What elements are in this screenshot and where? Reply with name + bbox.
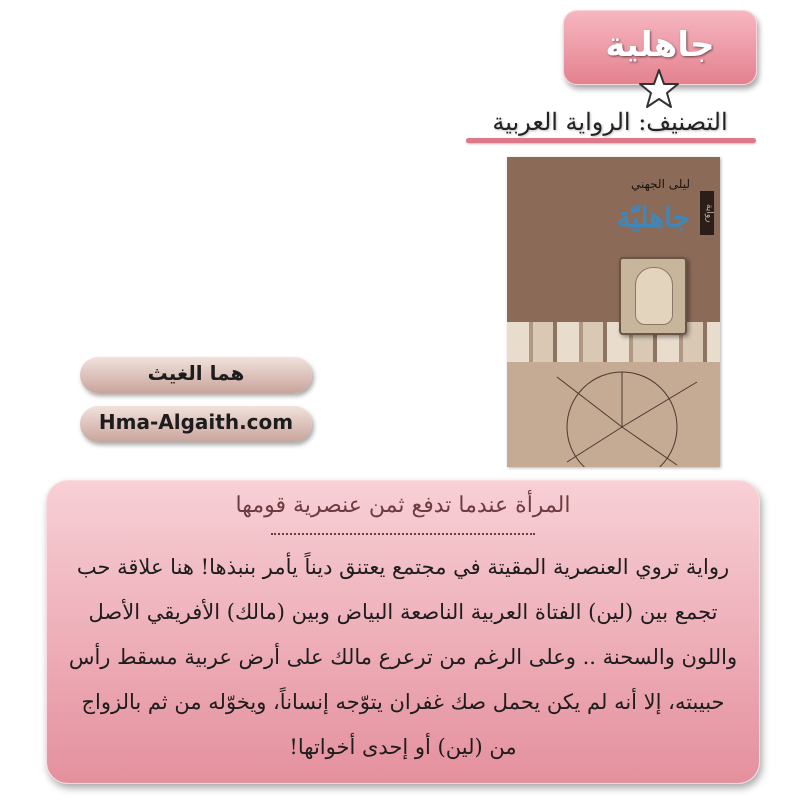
book-title: جاهلية [605,25,715,65]
site-credit-pill[interactable] [80,406,312,442]
description-card [46,480,760,784]
author-credit-pill [80,357,312,393]
star-icon [638,68,680,110]
author-credit-name: هما الغيث [147,361,245,385]
site-credit-link[interactable]: Hma-Algaith.com [98,410,294,434]
cover-title: جاهليّة [616,201,690,234]
category-underline [466,138,756,143]
cover-author: ليلى الجهني [631,177,690,191]
category-label: التصنيف: الرواية العربية [492,108,728,136]
cover-compass-drawing [527,367,717,467]
description-heading: المرأة عندما تدفع ثمن عنصرية قومها [235,493,571,518]
cover-faces-frieze [507,322,720,366]
book-cover [507,157,720,467]
heading-dotted-divider [271,533,535,535]
description-body: رواية تروي العنصرية المقيتة في مجتمع يعتنق ديناً يأمر بنبذها! هنا علاقة حب تجمع بين (لين) الفتاة العربية الناصعة البياض وبين (مالك) الأفريقي الأصل واللون والسحنة .. وعلى الرغم من ترعرع مالك على أرض عربية مسقط رأس حبيبته، إلا أنه لم يكن يحمل صك غفران يتوّجه إنساناً، ويخوّله من ثم بالزواج من (لين) أو إحدى أخواتها! [68,555,738,759]
stone-face [635,267,673,325]
cover-stone-relief [619,257,687,335]
cover-side-label: رواية [700,191,714,235]
